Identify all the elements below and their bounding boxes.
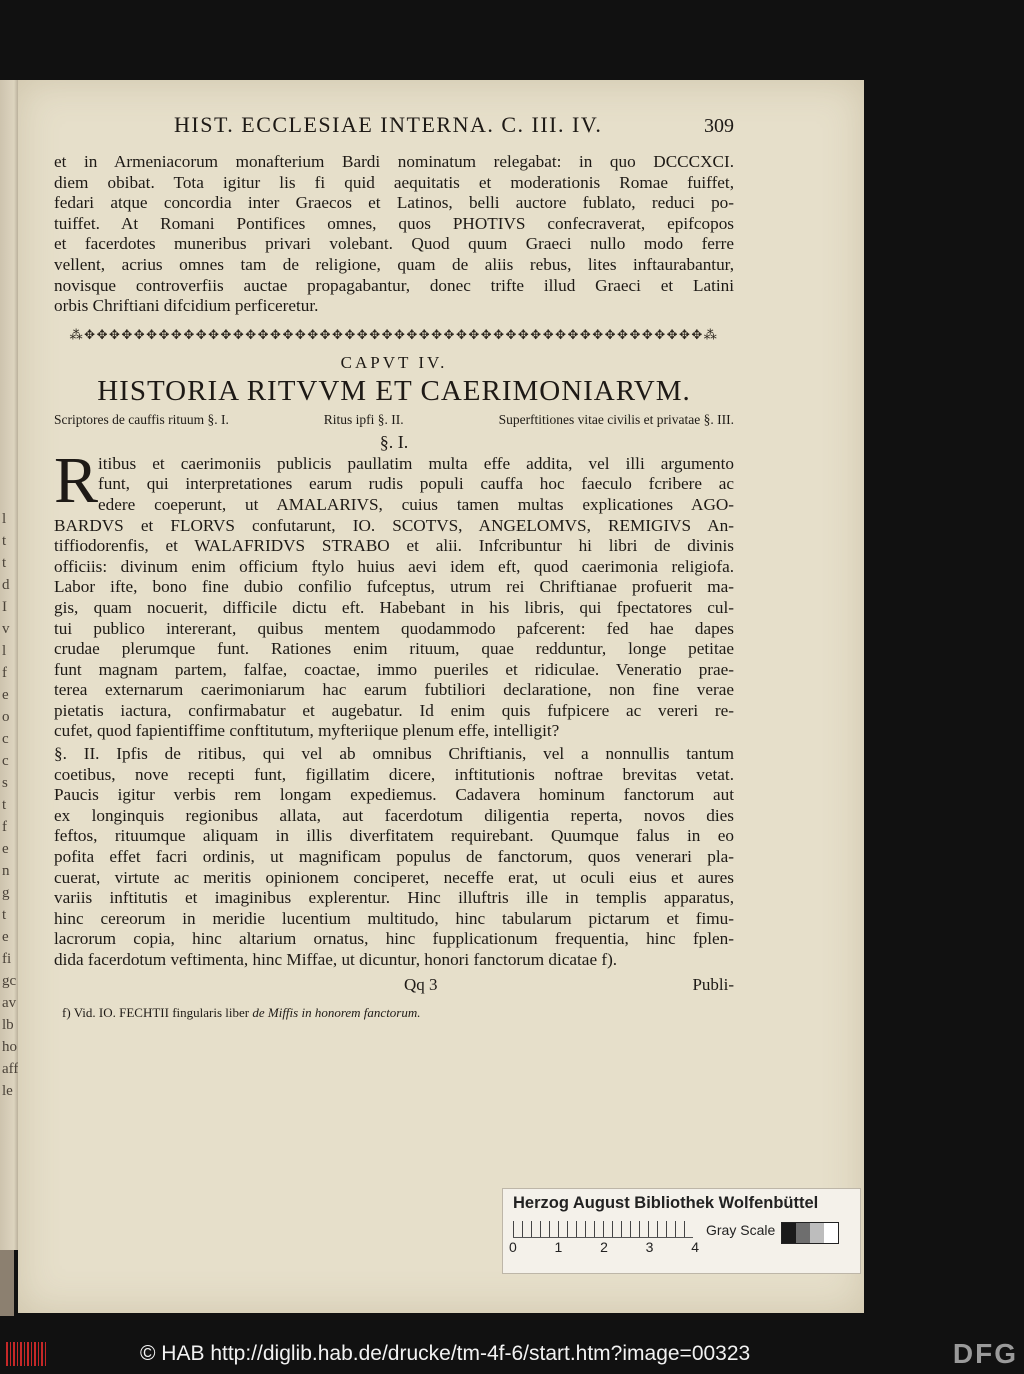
drop-capital: R [54, 443, 99, 517]
text-line: pofita effet facri ordinis, ut magnificam populus de fanctorum, quos venerari pla- [54, 847, 734, 867]
copyright-url[interactable]: © HAB http://diglib.hab.de/drucke/tm-4f-6/start.htm?image=00323 [140, 1342, 751, 1365]
footnote [54, 1005, 734, 1021]
left-page-fragment: n [2, 863, 10, 879]
text-line: et in Armeniacorum monafterium Bardi nominatum relegabat: in quo DCCCXCI. [54, 152, 734, 171]
book-page [18, 80, 864, 1313]
left-page-fragment: fi [2, 951, 12, 967]
text-line: officiis: divinum enim officium ftylo huius aevi idem eft, quod caerimonia religiofa. [54, 556, 734, 576]
text-line: tuiffet. At Romani Pontifices omnes, quos PHOTIVS confecraverat, epifcopos [54, 213, 734, 233]
ruler-number: 0 [509, 1239, 517, 1255]
gray-swatch-cell [796, 1223, 810, 1243]
text-line: funt magnam partem, falfae, coactae, immo pueriles et ridiculae. Veneratio prae- [54, 659, 734, 679]
chapter-summary [54, 412, 734, 428]
text-line: variis inftitutis et imaginibus explerentur. Hinc illuftris ille in templis apparatus, [54, 888, 734, 908]
text-line: tiffiodorenfis, et WALAFRIDVS STRABO et alii. Infcribuntur hi libri de divinis [54, 536, 734, 556]
chapter-title: HISTORIA RITVVM ET CAERIMONIARVM. [97, 374, 691, 407]
left-page-fragment: t [2, 907, 7, 923]
text-line: funt, qui interpretationes earum rudis populi cauffa hoc faeculo fcribere ac [98, 474, 734, 494]
text-line: feftos, rituumque aliquam in illis diverfitatem requirebant. Quumque falus in eo [54, 826, 734, 846]
left-page-fragment: t [2, 555, 7, 571]
text-line: Labor ifte, bono fine dubio confilio fufceptus, utrum rei Chriftianae profuerit ma- [54, 577, 734, 597]
gray-swatch-cell [782, 1223, 796, 1243]
page-content [54, 112, 734, 1021]
footnote-marker: f) [62, 1004, 71, 1020]
ruler-number: 3 [645, 1239, 654, 1255]
left-page-fragment: e [2, 929, 9, 945]
running-title: HIST. ECCLESIAE INTERNA. C. III. IV. [174, 112, 603, 137]
section-mark: §. I. [379, 431, 409, 452]
catchline [54, 975, 734, 995]
text-line: diem obibat. Tota igitur lis fi quid aequitatis et moderationis Romae fuiffet, [54, 172, 734, 192]
gray-swatch-cell [824, 1223, 838, 1243]
text-line: Paucis igitur verbis rem longam expediemus. Cadavera hominum fanctorum aut [54, 785, 734, 805]
scale-ruler [513, 1221, 693, 1238]
left-page-fragment: I [2, 599, 7, 615]
text-line: vellent, acrius omnes tam de religione, quam de aliis rebus, lites inftaurabantur, [54, 254, 734, 274]
gray-scale-swatch [781, 1222, 839, 1244]
left-page-fragment: ho [2, 1039, 17, 1055]
footnote-text: Vid. IO. FECHTII fingularis liber [73, 1004, 250, 1020]
text-line: itibus et caerimoniis publicis paullatim multa effe addita, vel illi argumento [98, 453, 734, 473]
summary-item: Superftitiones vitae civilis et privatae §. III. [498, 411, 734, 427]
left-page-fragment: lb [2, 1017, 14, 1033]
left-page-fragment: aff [2, 1061, 19, 1077]
text-line: ex longinquis regionibus allata, aut facerdotum diligentia reperta, novos dies [54, 805, 734, 825]
left-page-fragment: o [2, 709, 10, 725]
text-line: terea externarum caerimoniarum hac earum fubtiliori declaratione, non fine verae [54, 680, 734, 700]
summary-item: Ritus ipfi §. II. [323, 411, 404, 427]
text-line: tui publico intererant, quibus mentem quodammodo pafcerent: fed hae dapes [54, 618, 734, 638]
text-line: hinc cereorum in meridie lucentium multitudo, hinc tabularum pictarum et fimu- [54, 908, 734, 928]
left-page-fragment: gc [2, 973, 17, 989]
page-number: 309 [704, 115, 734, 137]
section-one [54, 443, 734, 742]
text-line: et facerdotes muneribus privari volebant. Quod quum Graeci nullo modo ferre [54, 234, 734, 254]
opening-paragraph [54, 152, 734, 317]
left-page-fragment: av [2, 995, 17, 1011]
summary-item: Scriptores de cauffis rituum §. I. [54, 411, 229, 427]
section-one-paragraph [54, 454, 734, 742]
gray-scale-label: Gray Scale [706, 1222, 776, 1238]
text-line: dida facerdotum veftimenta, hinc Miffae, ut dicuntur, honori fanctorum dicatae f). [54, 950, 618, 969]
text-line: crudae plerumque funt. Rationes enim rituum, quae redduntur, longe petitae [54, 639, 734, 659]
text-line: coetibus, nove recepti funt, figillatim dicere, inftitutionis noftrae brevitas vetat. [54, 764, 734, 784]
text-line: lacrorum copia, hinc altarium ornatus, hinc fupplicationum frequentia, hinc fplen- [54, 929, 734, 949]
left-page-fragment: v [2, 621, 10, 637]
text-line: edere coeperunt, ut AMALARIVS, cuius tamen multas explicationes AGO- [98, 494, 734, 514]
ruler-number: 4 [691, 1239, 699, 1255]
left-page-fragment: le [2, 1083, 13, 1099]
left-page-fragment: e [2, 687, 9, 703]
left-page-fragment: c [2, 731, 9, 747]
viewer-footer [0, 1334, 1024, 1374]
adjacent-page-edge [0, 80, 20, 1250]
left-page-fragment: f [2, 665, 7, 681]
gray-swatch-cell [810, 1223, 824, 1243]
chapter-number: CAPVT IV. [340, 352, 448, 372]
catchword: Publi- [692, 974, 734, 994]
text-line: cuerat, virtute ac meritis opinionem conciperet, neceffe erat, ut oculi eius et aures [54, 867, 734, 887]
barcode-icon [6, 1342, 48, 1366]
running-head [54, 112, 734, 152]
left-page-fragment: t [2, 797, 7, 813]
left-page-fragment: t [2, 533, 7, 549]
text-line: cufet, quod fapientiffime conftitutum, myfteriique plenum effe, intelligit? [54, 721, 560, 741]
signature-mark: Qq 3 [404, 974, 438, 994]
library-color-card [502, 1188, 861, 1274]
text-line: orbis Chriftiani difcidium perficeretur. [54, 296, 319, 316]
text-line: novisque controverfiis auctae propagabantur, donec trifte illud Graeci et Latini [54, 275, 734, 295]
dfg-logo: DFG [952, 1338, 1018, 1369]
library-name: Herzog August Bibliothek Wolfenbüttel [513, 1194, 819, 1212]
left-page-fragment: l [2, 643, 7, 659]
text-line: BARDVS et FLORVS confutarunt, IO. SCOTVS, ANGELOMVS, REMIGIVS An- [54, 515, 734, 535]
text-line: fedari atque concordia inter Graecos et Latinos, belli auctore fublato, reduci po- [54, 193, 734, 213]
ruler-number: 2 [600, 1239, 608, 1255]
left-page-fragment: s [2, 775, 8, 791]
ruler-numbers [509, 1239, 699, 1255]
footnote-title: de Miffis in honorem fanctorum. [252, 1004, 421, 1020]
left-page-fragment: e [2, 841, 9, 857]
text-line: pietatis iactura, confirmabatur et augebatur. Id enim quis fufpicere ac vereri re- [54, 700, 734, 720]
section-two-paragraph [54, 744, 734, 971]
left-page-fragment: c [2, 753, 9, 769]
left-page-fragment: l [2, 511, 7, 527]
text-line: §. II. Ipfis de ritibus, qui vel ab omnibus Chriftianis, vel a nonnullis tantum [54, 744, 734, 764]
left-page-fragment: f [2, 819, 7, 835]
ornamental-rule: ⁂✥✥✥✥✥✥✥✥✥✥✥✥✥✥✥✥✥✥✥✥✥✥✥✥✥✥✥✥✥✥✥✥✥✥✥✥✥✥✥✥✥✥✥✥✥✥✥✥✥✥⁂ [69, 326, 719, 341]
text-line: gis, quam nocuerit, difficile dictu eft. Habebant in his libris, qui fpectatores cul- [54, 597, 734, 617]
left-page-fragment: d [2, 577, 10, 593]
left-page-fragment: g [2, 885, 10, 901]
ruler-number: 1 [554, 1239, 563, 1255]
